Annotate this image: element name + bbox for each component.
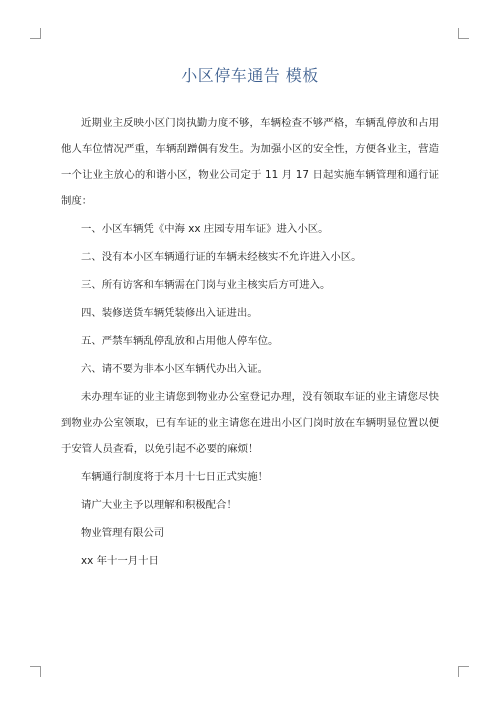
document-title: 小区停车通告 模板 <box>181 66 319 85</box>
rule-item-2: 二、没有本小区车辆通行证的车辆未经核实不允许进入小区。 <box>81 251 362 263</box>
rule-item-1: 一、小区车辆凭《中海 xx 庄园专用车证》进入小区。 <box>81 223 329 235</box>
crop-mark-top-right <box>458 28 469 39</box>
crop-mark-bottom-right <box>458 666 469 677</box>
crop-mark-bottom-left <box>30 666 41 677</box>
document-date: xx 年十一月十日 <box>81 555 159 567</box>
rule-item-4: 四、装修送货车辆凭装修出入证进出。 <box>81 307 258 319</box>
company-signature: 物业管理有限公司 <box>81 527 165 539</box>
rule-item-6: 六、请不要为非本小区车辆代办出入证。 <box>81 363 269 375</box>
crop-mark-top-left <box>30 28 41 39</box>
rule-item-5: 五、严禁车辆乱停乱放和占用他人停车位。 <box>81 335 279 347</box>
document-body <box>61 110 439 574</box>
effective-date-line: 车辆通行制度将于本月十七日正式实施！ <box>81 471 269 483</box>
rule-item-3: 三、所有访客和车辆需在门岗与业主核实后方可进入。 <box>81 279 331 291</box>
notice-paragraph: 未办理车证的业主请您到物业办公室登记办理，没有领取车证的业主请您尽快到物业办公室领取，已有车证的业主请您在进出小区门岗时放在车辆明显位置以便于安管人员查看，以免引起不必要的麻烦！ <box>61 391 439 455</box>
intro-paragraph: 近期业主反映小区门岗执勤力度不够，车辆检查不够严格，车辆乱停放和占用他人车位情况严重，车辆刮蹭偶有发生。为加强小区的安全性，方便各业主，营造一个让业主放心的和谐小区，物业公司定于 11 月 17 日起实施车辆管理和通行证制度： <box>61 117 439 207</box>
cooperation-line: 请广大业主予以理解和积极配合！ <box>81 499 237 511</box>
